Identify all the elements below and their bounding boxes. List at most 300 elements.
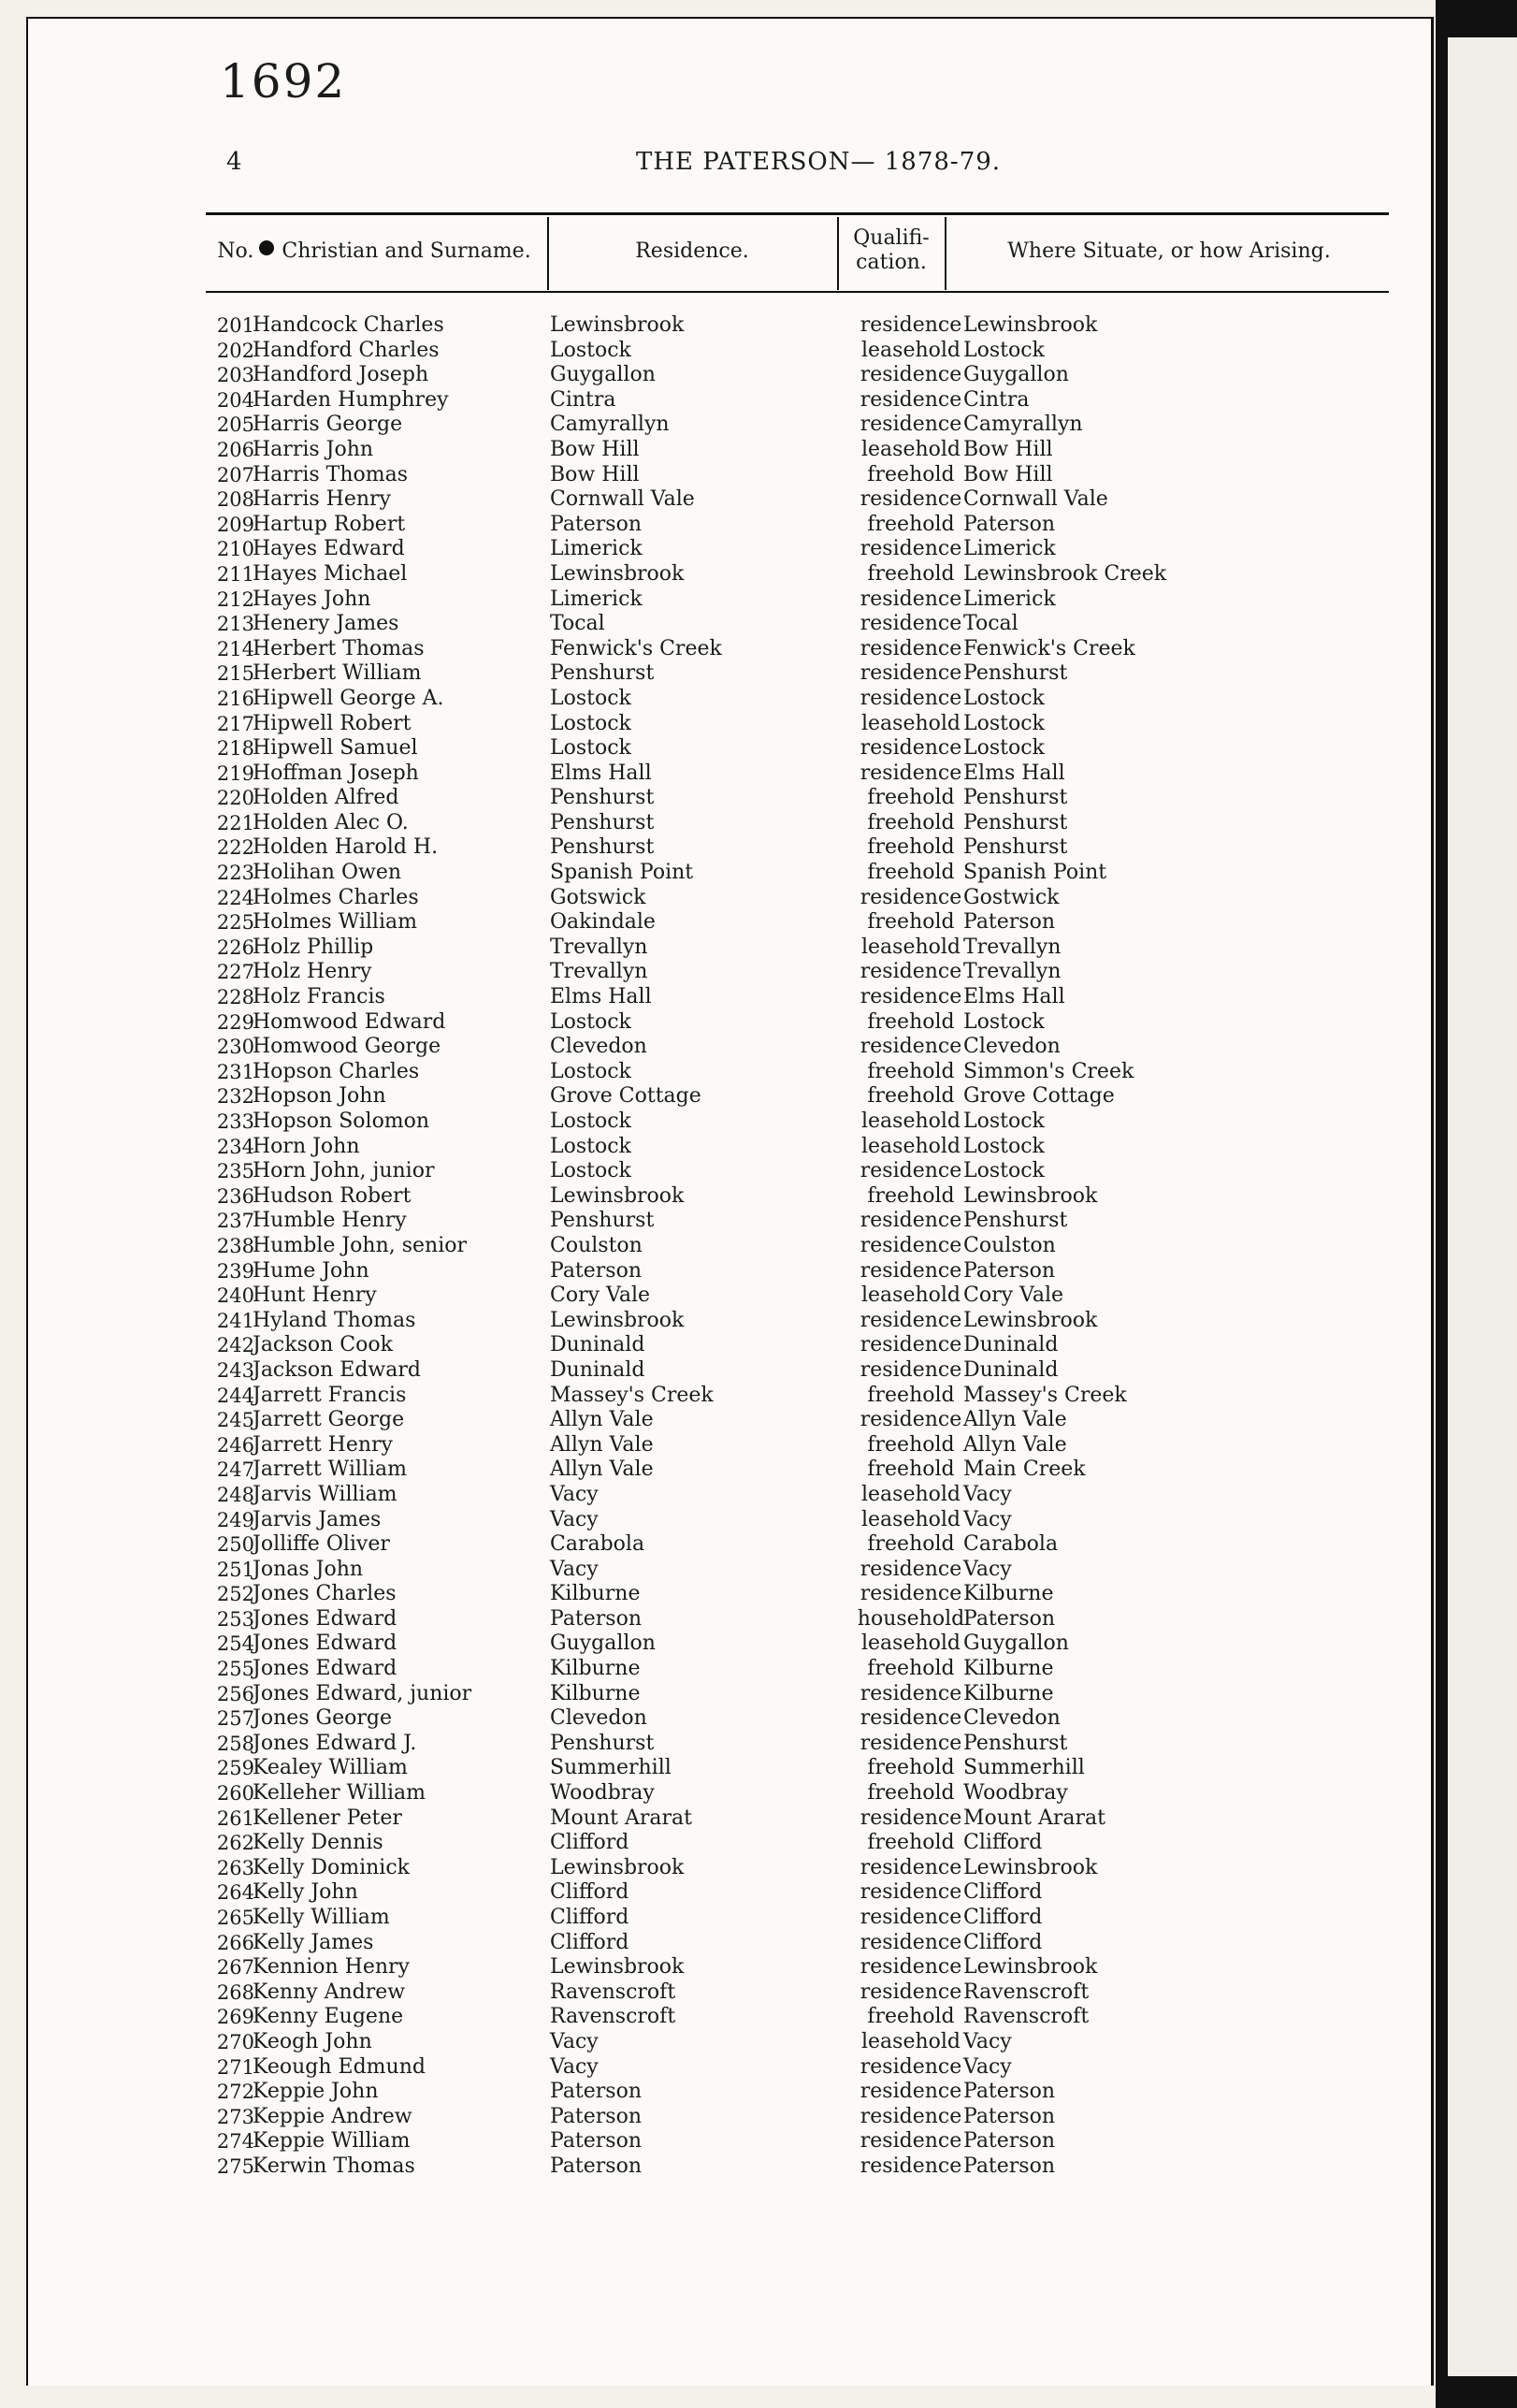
entry-qualification: residence (860, 1955, 962, 1980)
entry-where: Duninald (963, 1357, 1059, 1382)
entry-name: Holden Alfred (253, 786, 399, 810)
entry-where: Paterson (963, 2104, 1056, 2128)
entry-qualification: residence (860, 612, 962, 636)
entry-where: Camyrallyn (963, 413, 1083, 437)
entry-residence: Kilburne (550, 1582, 641, 1606)
entry-number: 268 (216, 1980, 254, 2004)
table-row (28, 388, 1431, 413)
entry-qualification: residence (860, 1209, 962, 1233)
table-row (28, 1259, 1431, 1284)
table-row (28, 1408, 1431, 1433)
table-row (28, 2005, 1431, 2030)
entry-number: 269 (216, 2006, 254, 2029)
entry-name: Jones Edward J. (253, 1731, 417, 1755)
adjacent-page-edge (1448, 37, 1517, 2376)
entry-residence: Lewinsbrook (550, 1955, 685, 1980)
table-row (28, 960, 1431, 985)
table-row (28, 1980, 1431, 2006)
entry-qualification: leasehold (860, 1507, 961, 1531)
entry-name: Holmes Charles (253, 885, 419, 909)
entry-residence: Paterson (550, 1258, 643, 1283)
entry-where: Lostock (963, 711, 1045, 735)
entry-where: Mount Ararat (963, 1806, 1105, 1830)
entry-qualification: residence (860, 1258, 962, 1283)
table-row (28, 985, 1431, 1010)
entry-qualification: freehold (867, 910, 955, 935)
entry-where: Coulston (963, 1233, 1056, 1257)
entry-residence: Fenwick's Creek (550, 636, 722, 660)
entry-number: 256 (216, 1682, 254, 1705)
entry-where: Lostock (963, 736, 1045, 761)
entry-residence: Clevedon (550, 1706, 647, 1731)
entry-qualification: freehold (867, 1756, 955, 1780)
table-row (28, 1955, 1431, 1980)
entry-qualification: freehold (867, 1458, 955, 1482)
entry-name: Jackson Edward (253, 1357, 421, 1382)
entry-number: 229 (216, 1010, 254, 1034)
table-row (28, 1084, 1431, 1110)
entry-residence: Lewinsbrook (550, 561, 685, 586)
entry-number: 211 (216, 562, 254, 586)
entry-name: Kenny Eugene (253, 2005, 404, 2029)
entry-where: Paterson (963, 512, 1056, 536)
entry-qualification: freehold (867, 1084, 955, 1109)
entry-qualification: leasehold (860, 1134, 961, 1158)
entry-residence: Lostock (550, 1134, 631, 1158)
entry-where: Lostock (963, 1009, 1045, 1034)
entry-number: 209 (216, 513, 254, 536)
entry-number: 225 (216, 911, 254, 935)
entry-number: 218 (216, 737, 254, 761)
entry-qualification: residence (860, 736, 962, 761)
entry-name: Hipwell George A. (253, 686, 444, 710)
table-row (28, 1880, 1431, 1906)
entry-name: Jones Edward (253, 1632, 397, 1656)
entry-name: Kellener Peter (253, 1806, 402, 1830)
entry-qualification: residence (860, 1233, 962, 1257)
entry-where: Penshurst (963, 661, 1068, 686)
column-separator (547, 217, 549, 290)
entry-where: Vacy (963, 1482, 1012, 1506)
entry-qualification: residence (860, 413, 962, 437)
entry-number: 216 (216, 687, 254, 710)
entry-where: Fenwick's Creek (963, 636, 1135, 660)
table-row (28, 1184, 1431, 1210)
entry-where: Guygallon (963, 363, 1069, 387)
entry-qualification: leasehold (860, 1632, 961, 1656)
table-row (28, 1309, 1431, 1334)
entry-residence: Allyn Vale (550, 1408, 654, 1432)
entry-number: 234 (216, 1135, 254, 1158)
entry-name: Hopson Charles (253, 1059, 420, 1083)
entry-name: Jarvis James (253, 1507, 382, 1531)
header-qualification-line2: cation. (856, 251, 927, 274)
entry-residence: Trevallyn (550, 960, 648, 984)
entry-residence: Guygallon (550, 1632, 656, 1656)
entry-where: Allyn Vale (963, 1432, 1067, 1457)
table-row (28, 1060, 1431, 1085)
entry-number: 213 (216, 613, 254, 636)
entry-where: Clevedon (963, 1706, 1061, 1731)
entry-qualification: freehold (867, 1009, 955, 1034)
entry-name: Kelly William (253, 1906, 390, 1929)
entry-qualification: residence (860, 2080, 962, 2104)
header-qualification (838, 226, 945, 275)
entry-name: Harris Henry (253, 487, 391, 512)
table-row (28, 562, 1431, 587)
table-row (28, 1209, 1431, 1234)
entry-residence: Penshurst (550, 810, 655, 834)
table-row (28, 712, 1431, 737)
table-row (28, 1806, 1431, 1832)
entry-qualification: residence (860, 313, 962, 337)
entry-number: 272 (216, 2081, 254, 2104)
entry-qualification: residence (860, 1880, 962, 1905)
entry-qualification: residence (860, 661, 962, 686)
entry-where: Cory Vale (963, 1284, 1064, 1308)
entry-where: Paterson (963, 2154, 1056, 2178)
entry-number: 201 (216, 314, 254, 337)
entry-where: Lewinsbrook (963, 1308, 1098, 1332)
entry-name: Handford Charles (253, 338, 440, 362)
entry-qualification: freehold (867, 810, 955, 834)
entry-residence: Paterson (550, 2154, 643, 2178)
entry-qualification: residence (860, 1855, 962, 1879)
table-row (28, 587, 1431, 613)
entry-residence: Carabola (550, 1532, 645, 1557)
entry-number: 205 (216, 413, 254, 437)
entry-where: Paterson (963, 1258, 1056, 1283)
entry-qualification: residence (860, 1582, 962, 1606)
entry-number: 251 (216, 1558, 254, 1581)
entry-where: Carabola (963, 1532, 1059, 1557)
entry-where: Woodbray (963, 1781, 1068, 1806)
entry-number: 245 (216, 1409, 254, 1432)
table-row (28, 2080, 1431, 2105)
entry-qualification: residence (860, 2154, 962, 2178)
entry-number: 233 (216, 1110, 254, 1133)
entry-residence: Elms Hall (550, 985, 652, 1009)
entry-qualification: residence (860, 1357, 962, 1382)
entry-residence: Massey's Creek (550, 1383, 714, 1407)
entry-number: 271 (216, 2055, 254, 2079)
entry-name: Homwood George (253, 1035, 441, 1059)
table-row (28, 1906, 1431, 1931)
table-row (28, 2154, 1431, 2180)
entry-name: Holmes William (253, 910, 417, 935)
entry-where: Guygallon (963, 1632, 1069, 1656)
entry-qualification: freehold (867, 1059, 955, 1083)
entry-number: 204 (216, 388, 254, 412)
entry-name: Jones Edward (253, 1657, 397, 1681)
entry-residence: Clifford (550, 1831, 629, 1855)
table-row (28, 1135, 1431, 1160)
entry-number: 259 (216, 1757, 254, 1780)
entry-residence: Allyn Vale (550, 1458, 654, 1482)
entry-number: 208 (216, 488, 254, 512)
entry-where: Vacy (963, 2029, 1012, 2053)
entry-residence: Lewinsbrook (550, 1855, 685, 1879)
entry-name: Hartup Robert (253, 512, 406, 536)
page-number: 4 (226, 148, 242, 176)
table-row (28, 1756, 1431, 1781)
entry-residence: Limerick (550, 587, 643, 611)
entry-name: Homwood Edward (253, 1009, 446, 1034)
entry-name: Jarrett George (253, 1408, 405, 1432)
entry-where: Ravenscroft (963, 2005, 1090, 2029)
entry-qualification: freehold (867, 1432, 955, 1457)
table-row (28, 438, 1431, 463)
entry-qualification: residence (860, 1706, 962, 1731)
table-row (28, 736, 1431, 762)
entry-name: Hoffman Joseph (253, 761, 419, 785)
entry-name: Holz Phillip (253, 935, 374, 959)
entry-where: Kilburne (963, 1681, 1054, 1705)
entry-number: 270 (216, 2030, 254, 2053)
table-row (28, 2105, 1431, 2130)
entry-residence: Lostock (550, 338, 631, 362)
entry-number: 266 (216, 1931, 254, 1954)
header-residence: Residence. (635, 239, 749, 263)
entry-number: 221 (216, 811, 254, 834)
table-row (28, 1284, 1431, 1309)
entry-where: Penshurst (963, 1209, 1068, 1233)
entry-qualification: residence (860, 363, 962, 387)
entry-name: Jarrett Henry (253, 1432, 393, 1457)
entry-name: Horn John, junior (253, 1159, 435, 1183)
table-row (28, 1483, 1431, 1508)
entry-name: Herbert William (253, 661, 422, 686)
table-row (28, 786, 1431, 811)
entry-number: 255 (216, 1658, 254, 1681)
entry-where: Penshurst (963, 835, 1068, 860)
entry-number: 228 (216, 986, 254, 1009)
entry-residence: Penshurst (550, 661, 655, 686)
header-name: Christian and Surname. (282, 239, 531, 263)
table-row (28, 886, 1431, 911)
table-row (28, 363, 1431, 388)
entry-qualification: residence (860, 636, 962, 660)
entry-where: Vacy (963, 2054, 1012, 2079)
entry-residence: Vacy (550, 1557, 599, 1581)
entry-residence: Elms Hall (550, 761, 652, 785)
entry-where: Paterson (963, 1606, 1056, 1631)
entry-qualification: household (857, 1606, 965, 1631)
entry-where: Clifford (963, 1906, 1043, 1929)
entry-number: 235 (216, 1160, 254, 1183)
entry-name: Jones George (253, 1706, 392, 1731)
entry-number: 239 (216, 1259, 254, 1283)
entry-residence: Gotswick (550, 885, 646, 909)
entry-name: Harris Thomas (253, 462, 409, 486)
entry-number: 253 (216, 1607, 254, 1631)
entry-name: Hopson Solomon (253, 1110, 430, 1133)
entry-residence: Ravenscroft (550, 1980, 676, 2004)
entry-residence: Penshurst (550, 786, 655, 810)
entry-residence: Clifford (550, 1930, 629, 1954)
entry-number: 243 (216, 1358, 254, 1382)
entry-number: 238 (216, 1234, 254, 1257)
entry-qualification: leasehold (860, 935, 961, 959)
entry-qualification: leasehold (860, 1482, 961, 1506)
entry-number: 247 (216, 1458, 254, 1482)
entry-residence: Bow Hill (550, 437, 640, 461)
entry-name: Jones Charles (253, 1582, 397, 1606)
entry-name: Keogh John (253, 2029, 372, 2053)
entry-where: Massey's Creek (963, 1383, 1127, 1407)
table-row (28, 1732, 1431, 1757)
entry-residence: Clevedon (550, 1035, 647, 1059)
entry-name: Holden Harold H. (253, 835, 439, 860)
entry-name: Kelly Dominick (253, 1855, 410, 1879)
entry-name: Keppie William (253, 2129, 411, 2154)
entry-where: Clifford (963, 1831, 1043, 1855)
table-row (28, 612, 1431, 637)
entry-residence: Lostock (550, 711, 631, 735)
column-separator (945, 217, 946, 290)
entry-where: Summerhill (963, 1756, 1085, 1780)
entry-residence: Cintra (550, 387, 616, 412)
table-row (28, 2055, 1431, 2081)
entry-where: Lostock (963, 338, 1045, 362)
entry-where: Lewinsbrook (963, 1183, 1098, 1208)
table-row (28, 1682, 1431, 1707)
entry-qualification: residence (860, 1159, 962, 1183)
table-row (28, 1358, 1431, 1384)
entry-name: Kerwin Thomas (253, 2154, 415, 2178)
entry-number: 231 (216, 1060, 254, 1083)
entry-name: Kennion Henry (253, 1955, 410, 1980)
entry-number: 275 (216, 2154, 254, 2178)
entry-qualification: freehold (867, 835, 955, 860)
entry-residence: Cory Vale (550, 1284, 651, 1308)
entry-number: 241 (216, 1309, 254, 1332)
entry-name: Jackson Cook (253, 1333, 393, 1357)
entry-residence: Mount Ararat (550, 1806, 692, 1830)
entry-residence: Tocal (550, 612, 605, 636)
entry-where: Main Creek (963, 1458, 1086, 1482)
entry-name: Handcock Charles (253, 313, 444, 337)
entry-where: Simmon's Creek (963, 1059, 1134, 1083)
entry-name: Hume John (253, 1258, 369, 1283)
table-row (28, 1632, 1431, 1657)
table-row (28, 637, 1431, 662)
entry-qualification: residence (860, 761, 962, 785)
entry-where: Elms Hall (963, 761, 1065, 785)
entry-number: 206 (216, 438, 254, 461)
entry-name: Hipwell Robert (253, 711, 412, 735)
entry-number: 227 (216, 961, 254, 984)
table-row (28, 537, 1431, 562)
entry-where: Lostock (963, 1110, 1045, 1133)
entry-residence: Lewinsbrook (550, 1183, 685, 1208)
entry-qualification: residence (860, 1333, 962, 1357)
entry-number: 202 (216, 339, 254, 362)
entry-number: 210 (216, 538, 254, 561)
entry-name: Holden Alec O. (253, 810, 409, 834)
entry-residence: Lostock (550, 736, 631, 761)
entry-name: Hopson John (253, 1084, 386, 1109)
entry-residence: Paterson (550, 2080, 643, 2104)
entry-name: Holz Henry (253, 960, 372, 984)
entry-qualification: residence (860, 985, 962, 1009)
entry-number: 207 (216, 463, 254, 486)
entry-qualification: residence (860, 1906, 962, 1929)
entry-where: Elms Hall (963, 985, 1065, 1009)
table-row (28, 1607, 1431, 1632)
entry-name: Herbert Thomas (253, 636, 425, 660)
entry-residence: Woodbray (550, 1781, 655, 1806)
entry-qualification: leasehold (860, 437, 961, 461)
entry-qualification: residence (860, 2054, 962, 2079)
entry-where: Penshurst (963, 1731, 1068, 1755)
table-row (28, 513, 1431, 538)
entry-number: 215 (216, 662, 254, 686)
entry-qualification: freehold (867, 2005, 955, 2029)
entry-name: Hayes Michael (253, 561, 408, 586)
entry-residence: Lewinsbrook (550, 313, 685, 337)
folio-number: 1692 (220, 54, 347, 109)
entry-name: Kelly John (253, 1880, 358, 1905)
entry-number: 246 (216, 1433, 254, 1457)
entry-name: Kenny Andrew (253, 1980, 406, 2004)
table-row (28, 1781, 1431, 1806)
entry-where: Gostwick (963, 885, 1060, 909)
entry-qualification: freehold (867, 1383, 955, 1407)
entry-qualification: residence (860, 2104, 962, 2128)
entry-residence: Vacy (550, 1507, 599, 1531)
entry-residence: Kilburne (550, 1681, 641, 1705)
entry-where: Lostock (963, 686, 1045, 710)
table-row (28, 339, 1431, 364)
entry-number: 223 (216, 862, 254, 885)
entry-residence: Penshurst (550, 1731, 655, 1755)
table-row (28, 661, 1431, 687)
table-row (28, 1458, 1431, 1483)
entry-qualification: residence (860, 885, 962, 909)
table-row (28, 313, 1431, 339)
entry-number: 224 (216, 886, 254, 909)
table-row (28, 463, 1431, 488)
running-head: THE PATERSON— 1878-79. (636, 148, 1002, 176)
header-no-and-name (206, 239, 542, 264)
entry-qualification: residence (860, 1930, 962, 1954)
entry-residence: Clifford (550, 1880, 629, 1905)
entry-where: Trevallyn (963, 960, 1062, 984)
entry-name: Jolliffe Oliver (253, 1532, 390, 1557)
entry-name: Holihan Owen (253, 861, 402, 885)
entry-where: Clifford (963, 1880, 1043, 1905)
entry-where: Paterson (963, 910, 1056, 935)
entry-residence: Limerick (550, 537, 643, 561)
entry-where: Bow Hill (963, 462, 1053, 486)
table-row (28, 811, 1431, 836)
entry-where: Limerick (963, 537, 1056, 561)
entry-name: Holz Francis (253, 985, 385, 1009)
entry-residence: Allyn Vale (550, 1432, 654, 1457)
entry-number: 263 (216, 1856, 254, 1879)
entry-residence: Paterson (550, 2104, 643, 2128)
entry-number: 220 (216, 787, 254, 810)
entry-residence: Lostock (550, 1110, 631, 1133)
entry-qualification: freehold (867, 561, 955, 586)
entry-number: 226 (216, 936, 254, 959)
entry-number: 244 (216, 1384, 254, 1407)
entry-residence: Penshurst (550, 835, 655, 860)
entry-qualification: residence (860, 686, 962, 710)
entry-qualification: freehold (867, 512, 955, 536)
entry-where: Paterson (963, 2080, 1056, 2104)
